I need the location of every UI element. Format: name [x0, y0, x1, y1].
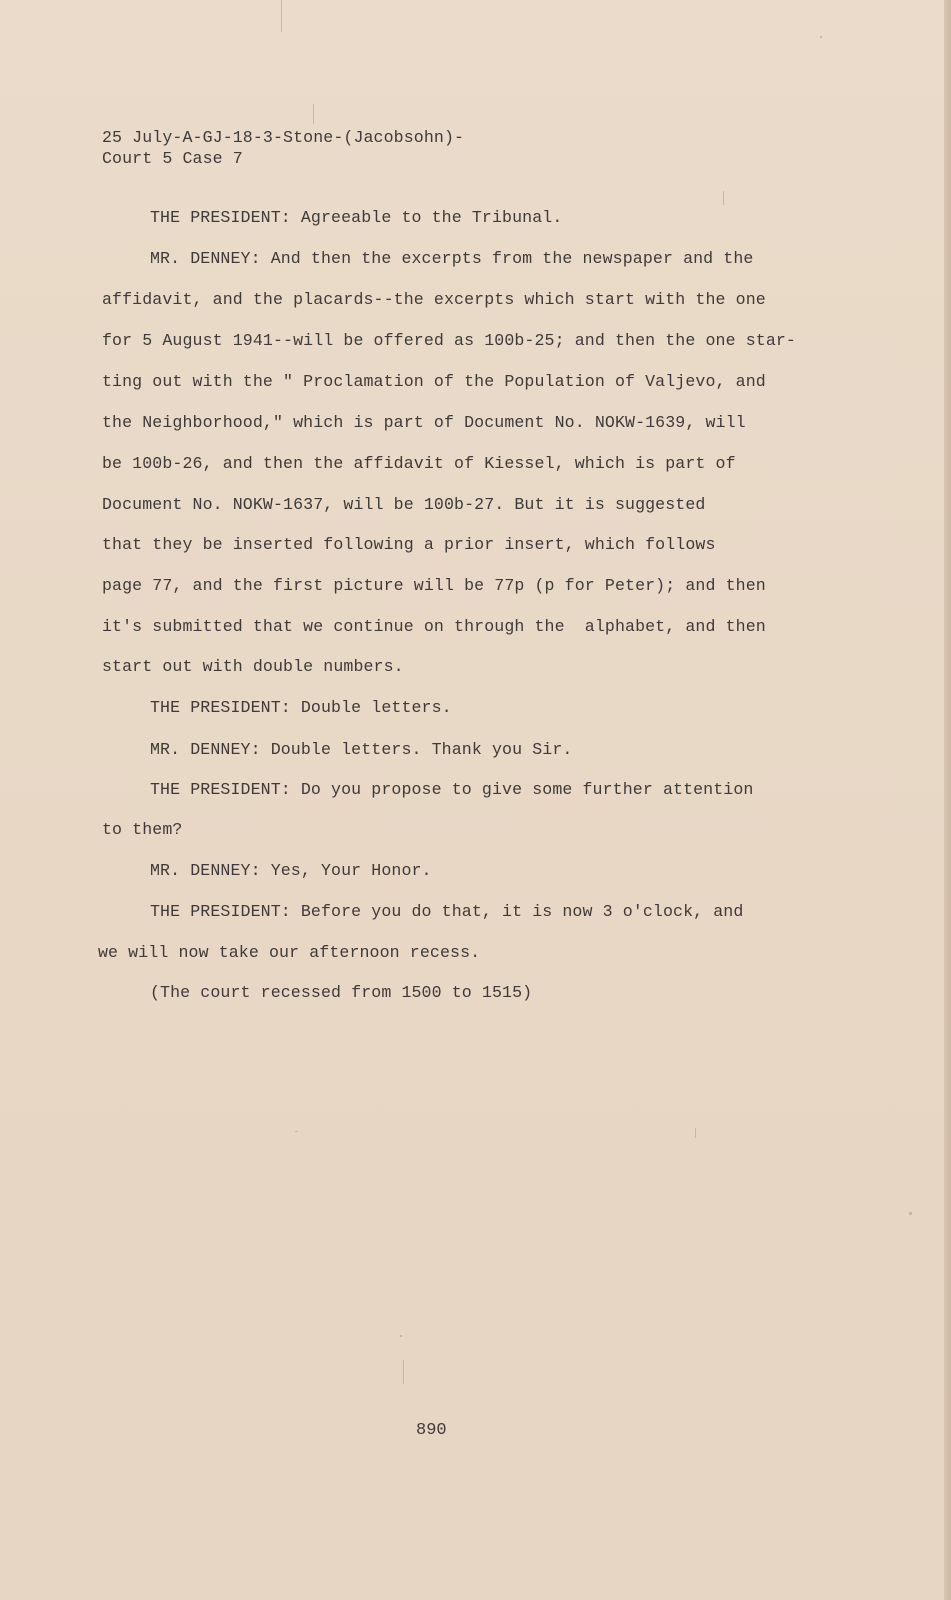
text-line: for 5 August 1941--will be offered as 100b-25; and then the one star-: [102, 331, 796, 350]
text-line: it's submitted that we continue on through the alphabet, and then: [102, 617, 766, 636]
text-line: we will now take our afternoon recess.: [98, 943, 481, 962]
text-line: THE PRESIDENT: Before you do that, it is now 3 o'clock, and: [150, 902, 744, 921]
paper-mark: [820, 36, 822, 38]
text-line: THE PRESIDENT: Double letters.: [150, 698, 452, 717]
text-line: THE PRESIDENT: Do you propose to give some further attention: [150, 780, 754, 799]
paper-mark: [281, 0, 282, 32]
paper-mark: [723, 191, 724, 205]
page-number: 890: [416, 1421, 447, 1440]
header-line-1: 25 July-A-GJ-18-3-Stone-(Jacobsohn)-: [102, 128, 465, 147]
paper-mark: [295, 1131, 298, 1132]
header-line-2: Court 5 Case 7: [102, 149, 243, 168]
text-line: be 100b-26, and then the affidavit of Kiessel, which is part of: [102, 454, 736, 473]
text-line: MR. DENNEY: Double letters. Thank you Sir.: [150, 740, 573, 759]
text-line: MR. DENNEY: And then the excerpts from the newspaper and the: [150, 249, 754, 268]
text-line: ting out with the " Proclamation of the Population of Valjevo, and: [102, 372, 766, 391]
text-line: (The court recessed from 1500 to 1515): [150, 983, 533, 1002]
text-line: start out with double numbers.: [102, 657, 404, 676]
text-line: the Neighborhood," which is part of Document No. NOKW-1639, will: [102, 413, 746, 432]
text-line: Document No. NOKW-1637, will be 100b-27. But it is suggested: [102, 495, 706, 514]
paper-mark: [403, 1360, 404, 1384]
paper-mark: [695, 1128, 696, 1138]
text-line: to them?: [102, 820, 183, 839]
page-edge-shadow: [944, 0, 951, 1600]
text-line: THE PRESIDENT: Agreeable to the Tribunal.: [150, 208, 563, 227]
text-line: MR. DENNEY: Yes, Your Honor.: [150, 861, 432, 880]
text-line: page 77, and the first picture will be 77p (p for Peter); and then: [102, 576, 766, 595]
text-line: that they be inserted following a prior insert, which follows: [102, 535, 716, 554]
paper-mark: [313, 104, 314, 124]
paper-mark: [400, 1335, 402, 1337]
paper-mark: [909, 1212, 912, 1215]
text-line: affidavit, and the placards--the excerpts which start with the one: [102, 290, 766, 309]
